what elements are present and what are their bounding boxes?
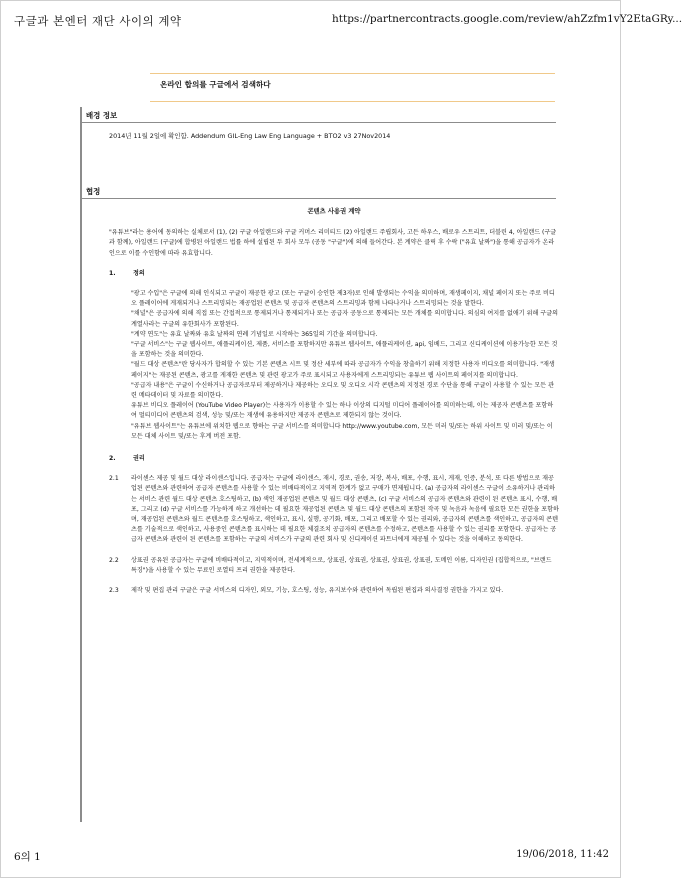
section-1-number: 1. — [109, 269, 116, 277]
section-2-number: 2. — [109, 455, 116, 463]
section-1-title — [109, 269, 559, 279]
background-text: 2014년 11월 2일에 확인함. Addendum GIL-Eng Law Eng Language + BTO2 v3 27Nov2014 — [109, 132, 391, 140]
banner-top-rule — [150, 73, 555, 74]
section-2-title — [109, 454, 559, 464]
print-footer-datetime: 19/06/2018, 11:42 — [516, 849, 609, 860]
clause-2-2 — [109, 556, 559, 576]
definition-item: "유튜브 웹사이트"는 유튜브에 위치한 웹으로 향하는 구글 서비스를 의미합니다 http://www.youtube.com, 모든 미러 및/또는 하위 사이트 및 미러 및/또는 이 모든 대체 사이트 및/또는 후계 버전 포함. — [131, 422, 553, 440]
definition-item: "구글 서비스"는 구글 웹사이트, 애플리케이션, 제품, 서비스를 포함하지만 유튜브 웹사이트, 애플리케이션, api, 임베드, 그리고 신디케이션에 이용가능한 모든 것을 포함하는 것을 의미한다. — [131, 341, 558, 359]
clause-text: 제작 및 편집 관리 구글은 구글 서비스의 디자인, 외모, 기능, 호스팅, 성능, 유지보수와 관련하여 독립된 편집과 의사결정 권한을 가지고 있다. — [131, 587, 504, 595]
definition-item: "채널"은 공급자에 의해 직접 또는 간접적으로 통제되거나 통제되거나 또는 공급자 공동으로 통제되는 모든 개체를 의미합니다. 의심의 여지를 없애기 위해 구글의 계열사라는 구글의 유한회사가 포함된다. — [131, 310, 558, 328]
agreement-title: 콘텐츠 사용권 계약 — [307, 208, 361, 215]
agreement-body — [109, 207, 559, 606]
agreement-rule — [80, 198, 556, 199]
background-rule — [80, 122, 556, 123]
definition-item: "계약 연도"는 유효 날짜와 유효 날짜의 연례 기념일로 시작하는 365일의 기간을 의미합니다. — [131, 330, 378, 338]
clause-2-3 — [109, 586, 559, 596]
clause-number: 2.1 — [109, 475, 119, 483]
print-footer-page: 6의 1 — [14, 851, 41, 863]
print-header-url: https://partnercontracts.google.com/review/ahZzfm1vY2EtaGRy... — [332, 13, 682, 25]
definitions-list — [131, 289, 559, 442]
clause-number: 2.2 — [109, 556, 119, 564]
section-2-label: 권리 — [133, 455, 145, 463]
clause-text: 라이센스 제공 및 월드 대상 라이센스입니다. 공급자는 구글에 라이센스, 재시, 경로, 권송, 저장, 복사, 배포, 수행, 표시, 게재, 인증, 분석, 또 다른 방법으로 재공업된 콘텐츠와 관련하여 공급자 콘텐츠를 사용할 수 있는 비배타적이고 지역적 한계가 없고 구매가 면제됩니다. (a) 공급자의 라이센스 구글이 소유하거나 관리하는 서비스 관련 월드 대상 콘텐츠 호스팅하고, (b) 색인 재공업된 콘텐츠 및 월드 대상 콘텐츠, (c) 구글 서비스의 공급자 콘텐츠와 관련이 된 콘텐츠 표시, 수행, 배포, 그리고 (d) 구글 서비스를 가능하게 하고 개선하는 데 필요한 재공업된 콘텐츠 및 월드 대상 콘텐츠의 포함된 작곡 및 녹음과 녹음에 필요한 모든 권한을 포함하며, 재공업된 콘텐츠와 월드 콘텐츠를 호스팅하고, 색인하고, 표시, 실행, 공기화, 배포, 그리고 배포할 수 있는 권리와, 공급자의 콘텐츠를 색인하고, 공급자의 콘텐츠를 기술적으로 색인하고, 사용중인 콘텐츠를 표시하는 데 필요한 체결조치 공급자의 콘텐츠를 수정하고, 콘텐츠를 사용할 수 있는 권리를 포함한다. 공급자는 공급자 콘텐츠와 관련이 된 콘텐츠를 포함하는 구글의 서비스가 구글의 관련 회사 및 신디케이션 파트너에게 제공될 수 있다는 것을 이해하고 동의한다. — [131, 475, 559, 544]
banner-title: 온라인 합의를 구글에서 검색하다 — [160, 80, 271, 89]
definition-item: "광고 수입"은 구글에 의해 인식되고 구글이 재공한 광고 (또는 구글이 승인한 제3자)로 인해 발생되는 수익을 의미하며, 재생페이지, 채널 페이지 또는 주로 비디오 플레이어에 게재되거나 스트리밍되는 재공업된 콘텐츠 및 공급자 콘텐츠의 스트리밍과 함께 나타나거나 스트리밍되는 것을 말한다. — [131, 290, 555, 308]
clause-number: 2.3 — [109, 587, 119, 595]
clause-2-1 — [109, 474, 559, 545]
clause-text: 상표권 공유된 공급자는 구글에 비배타적이고, 지역적이며, 전세계적으로, 상표권, 상표권, 상표권, 상표권, 상표권, 도메인 이름, 디자인권 (집합적으로, "브랜드 특징")을 사용할 수 있는 무료인 로열티 프리 권한을 제공한다. — [131, 556, 552, 574]
section-sidebar-rule — [80, 107, 82, 822]
definition-item: "공급자 내용"은 구글이 수신하거나 공급자로부터 제공하거나 제공하는 오디오 및 오디오 시각 콘텐츠의 지정된 경로 수단을 통해 구글이 사용할 수 있는 모든 관련 메타데이터 및 자료를 의미한다. — [131, 381, 555, 400]
agreement-intro: "유튜브"라는 용어에 동의하는 실체로서 (1), (2) 구글 아일랜드와 구글 커머스 리미티드 (2) 아일랜드 주립회사, 고든 하우스, 배로우 스트리트, 더블린 4, 아일랜드 (구글과 함께), 아일랜드 (구글)에 합병된 아일랜드 법률 하에 설립된 두 회사 모두 (공동 "구글")에 의해 들어간다. 본 계약은 클릭 후 수락 ("유효 날짜")을 통해 공급자가 온라인으로 이를 수인함에 따라 유효합니다. — [109, 229, 557, 257]
banner-bottom-rule — [150, 101, 555, 102]
definition-item: "월드 대상 콘텐츠"란 당사자가 합의할 수 있는 기본 콘텐츠 시트 및 정산 세부에 따라 공급자가 수익을 창출하기 위해 지정한 사용자 비디오를 의미합니다. "재생 페이지"는 재공된 콘텐츠, 광고를 게재한 콘텐츠 및 관련 광고가 주로 표시되고 사용자에게 스트리밍되는 유튜브 웹 사이트의 페이지를 의미합니다. — [131, 361, 555, 379]
section-1-label: 정의 — [133, 269, 145, 277]
agreement-heading: 협정 — [86, 187, 101, 196]
background-heading: 배경 정보 — [86, 111, 118, 120]
definition-item: 유튜브 비디오 플레이어 (YouTube Video Player)는 사용자가 이용할 수 있는 하나 이상의 디지털 미디어 플레이어를 의미하는데, 이는 제공자 콘텐츠를 포함하여 멀티미디어 콘텐츠의 검색, 성능 및/또는 재생에 유용하지만 제공자 콘텐츠로 제한되지 않는 것이다. — [131, 402, 554, 420]
print-header-title: 구글과 본엔터 재단 사이의 계약 — [14, 14, 182, 28]
